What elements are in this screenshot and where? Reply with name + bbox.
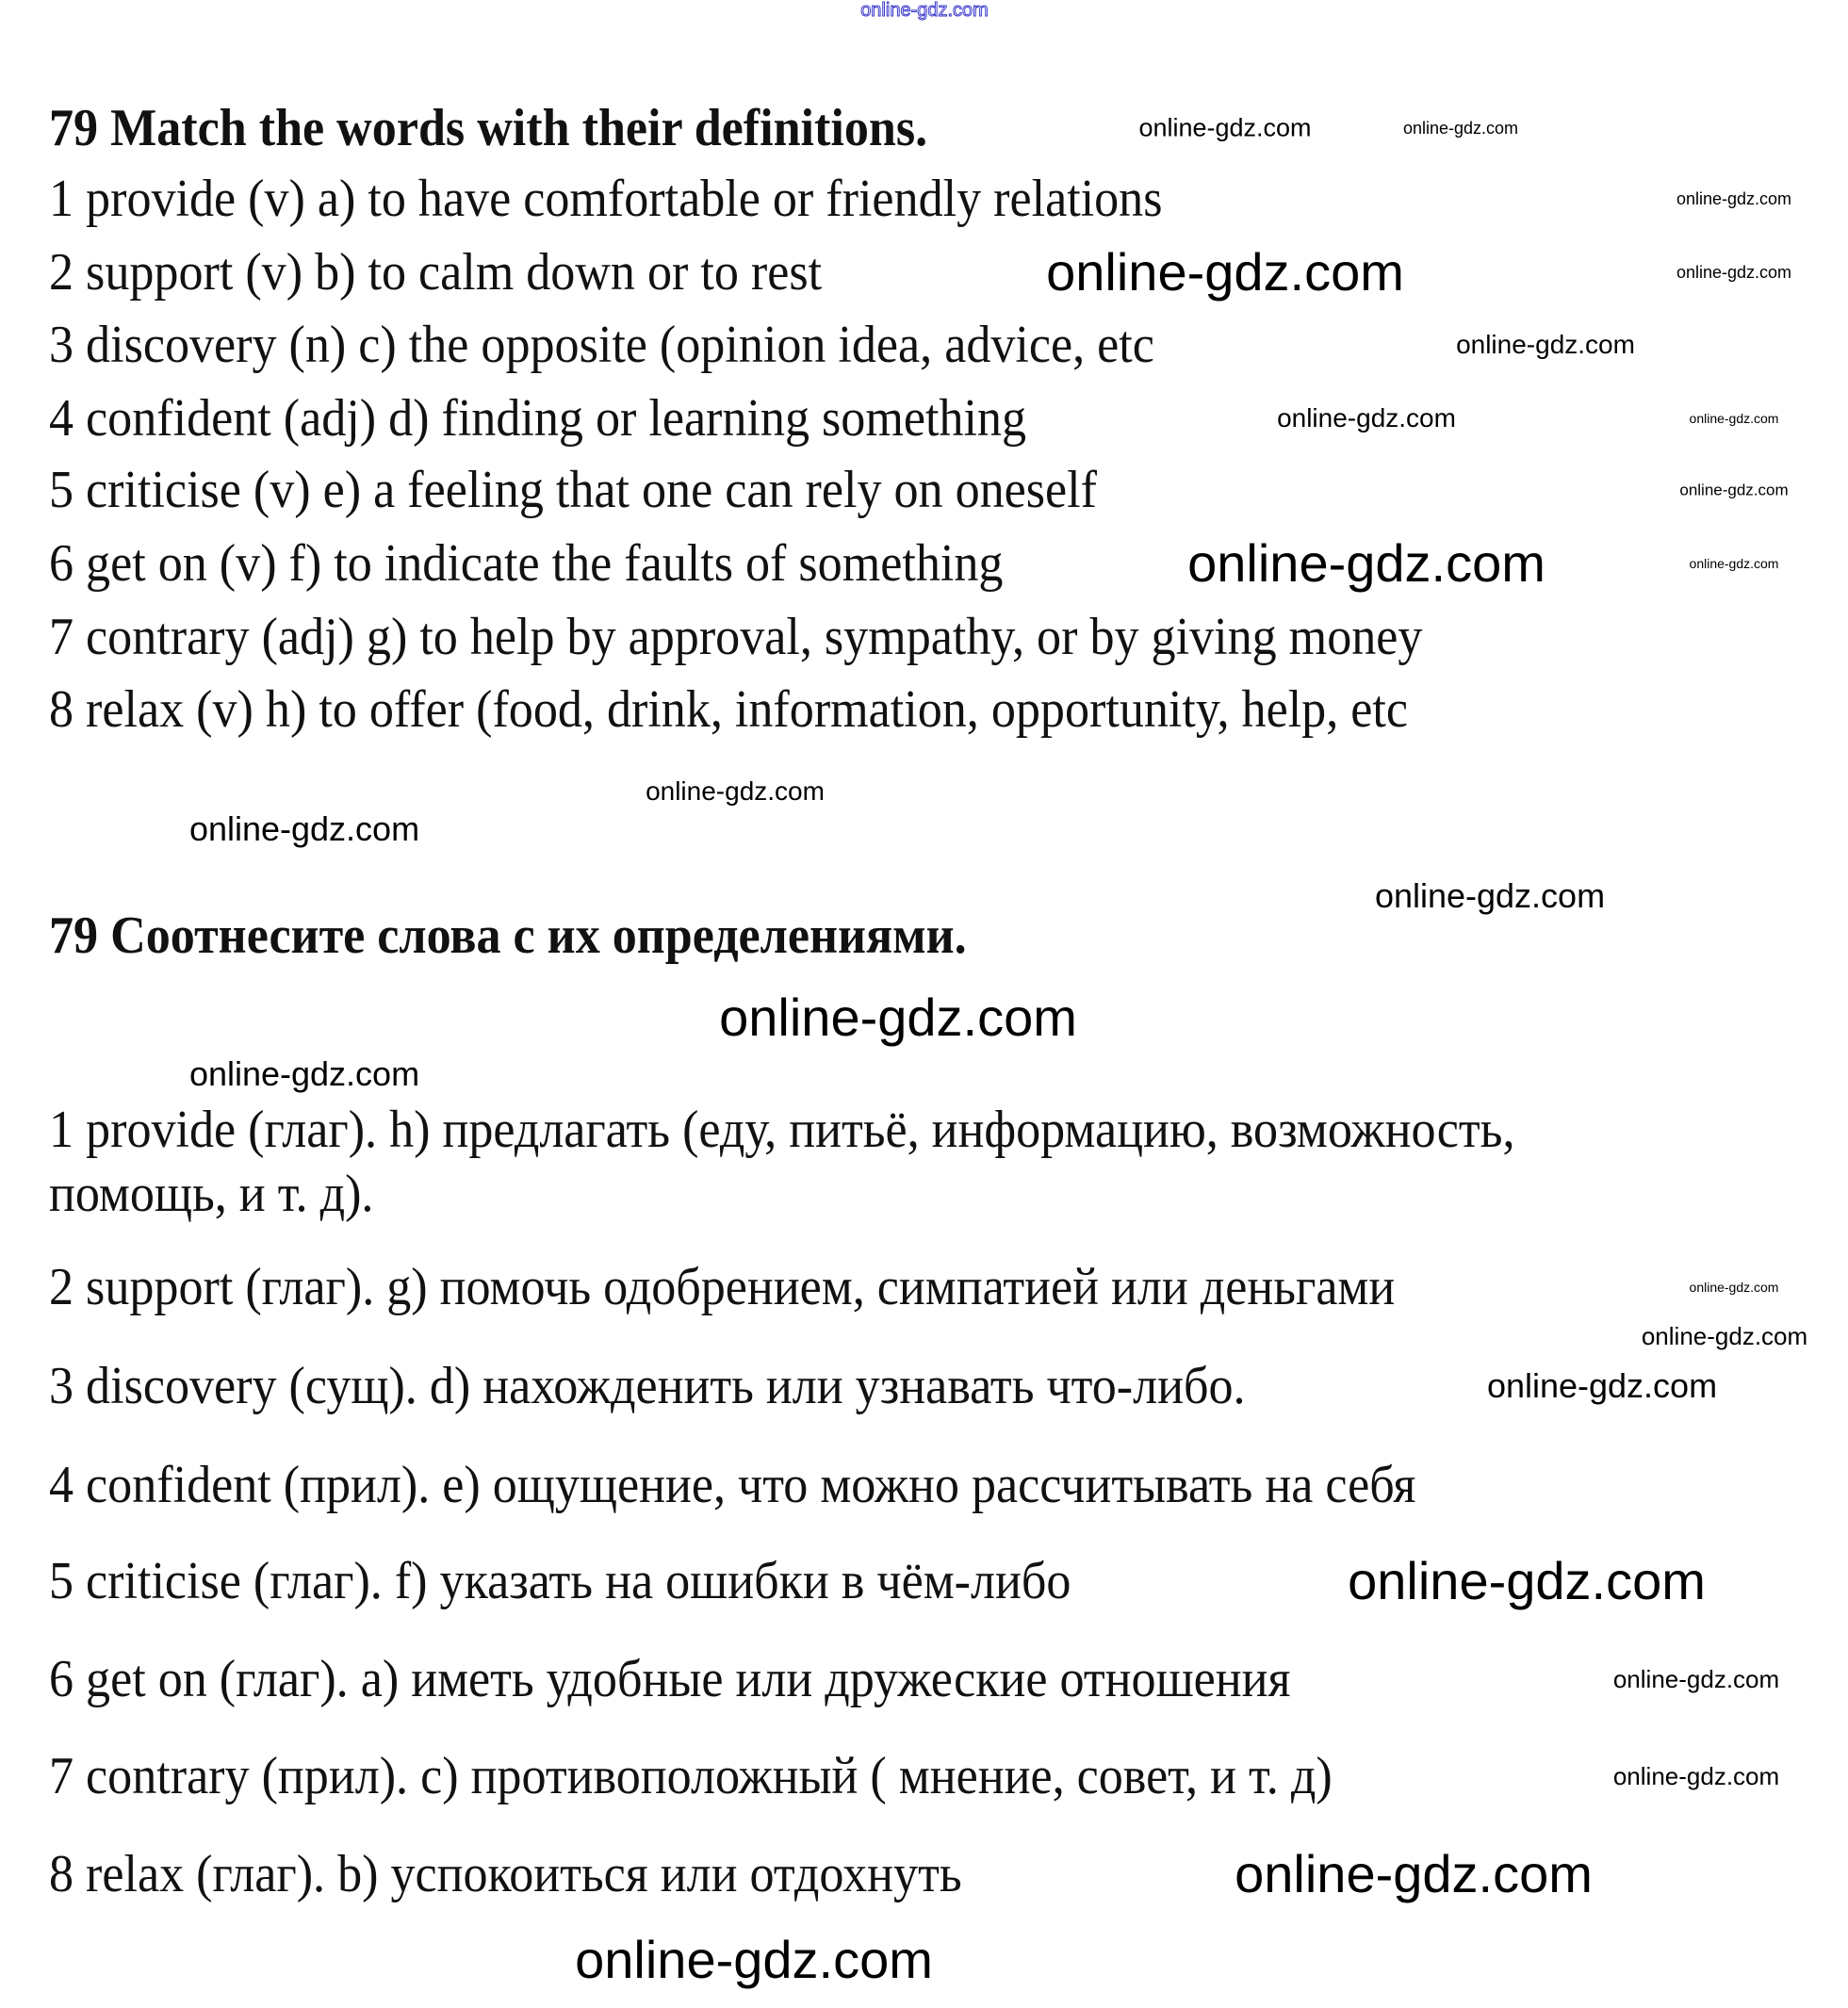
match-line: 5 criticise (v) e) a feeling that one can rely on oneself [49, 461, 1097, 519]
watermark: online-gdz.com [1277, 403, 1456, 433]
answer-line: 1 provide (глаг). h) предлагать (еду, питьё, информацию, возможность, [49, 1101, 1515, 1159]
watermark: online-gdz.com [1402, 119, 1519, 138]
watermark: online-gdz.com [1612, 1665, 1780, 1693]
watermark: online-gdz.com [1689, 1280, 1779, 1295]
exercise-title-translation: 79 Соотнесите слова с их определениями. [49, 906, 967, 965]
watermark: online-gdz.com [1456, 330, 1635, 359]
watermark: online-gdz.com [1689, 556, 1779, 571]
exercise-title: 79 Match the words with their definitions. [49, 99, 928, 157]
watermark: online-gdz.com [1187, 533, 1545, 593]
answer-line: 2 support (глаг). g) помочь одобрением, симпатией или деньгами [49, 1258, 1396, 1316]
match-line: 7 contrary (adj) g) to help by approval, sympathy, or by giving money [49, 608, 1423, 666]
watermark: online-gdz.com [1612, 1762, 1780, 1790]
watermark: online-gdz.com [1689, 411, 1779, 426]
watermark: online-gdz.com [575, 1930, 933, 1989]
watermark: online-gdz.com [188, 809, 420, 848]
watermark: online-gdz.com [1235, 1844, 1593, 1903]
match-line: 4 confident (adj) d) finding or learning something [49, 389, 1027, 448]
watermark: online-gdz.com [1676, 189, 1792, 208]
watermark: online-gdz.com [1046, 242, 1404, 302]
answer-line: помощь, и т. д). [49, 1165, 374, 1223]
answer-line: 7 contrary (прил). c) противоположный ( мнение, совет, и т. д) [49, 1747, 1333, 1805]
answer-line: 6 get on (глаг). a) иметь удобные или дружеские отношения [49, 1650, 1291, 1708]
answer-line: 5 criticise (глаг). f) указать на ошибки в чём-либо [49, 1552, 1071, 1610]
match-line: 2 support (v) b) to calm down or to rest [49, 243, 823, 302]
watermark: online-gdz.com [1138, 113, 1312, 142]
answer-line: 3 discovery (сущ). d) нахожденить или узнавать что-либо. [49, 1357, 1246, 1415]
watermark: online-gdz.com [1348, 1551, 1706, 1610]
watermark: online-gdz.com [1641, 1322, 1808, 1350]
watermark: online-gdz.com [1679, 481, 1789, 499]
watermark: online-gdz.com [646, 776, 825, 806]
match-line: 1 provide (v) a) to have comfortable or friendly relations [49, 170, 1163, 228]
answer-line: 8 relax (глаг). b) успокоиться или отдохнуть [49, 1845, 962, 1903]
match-line: 8 relax (v) h) to offer (food, drink, information, opportunity, help, etc [49, 680, 1408, 739]
watermark: online-gdz.com [1374, 876, 1606, 915]
watermark: online-gdz.com [860, 0, 989, 21]
answer-line: 4 confident (прил). e) ощущение, что можно рассчитывать на себя [49, 1456, 1416, 1514]
watermark: online-gdz.com [188, 1054, 420, 1093]
match-line: 6 get on (v) f) to indicate the faults of something [49, 534, 1004, 593]
match-line: 3 discovery (n) c) the opposite (opinion idea, advice, etc [49, 316, 1154, 374]
watermark: online-gdz.com [719, 988, 1077, 1047]
watermark: online-gdz.com [1676, 263, 1792, 282]
watermark: online-gdz.com [1486, 1366, 1718, 1405]
